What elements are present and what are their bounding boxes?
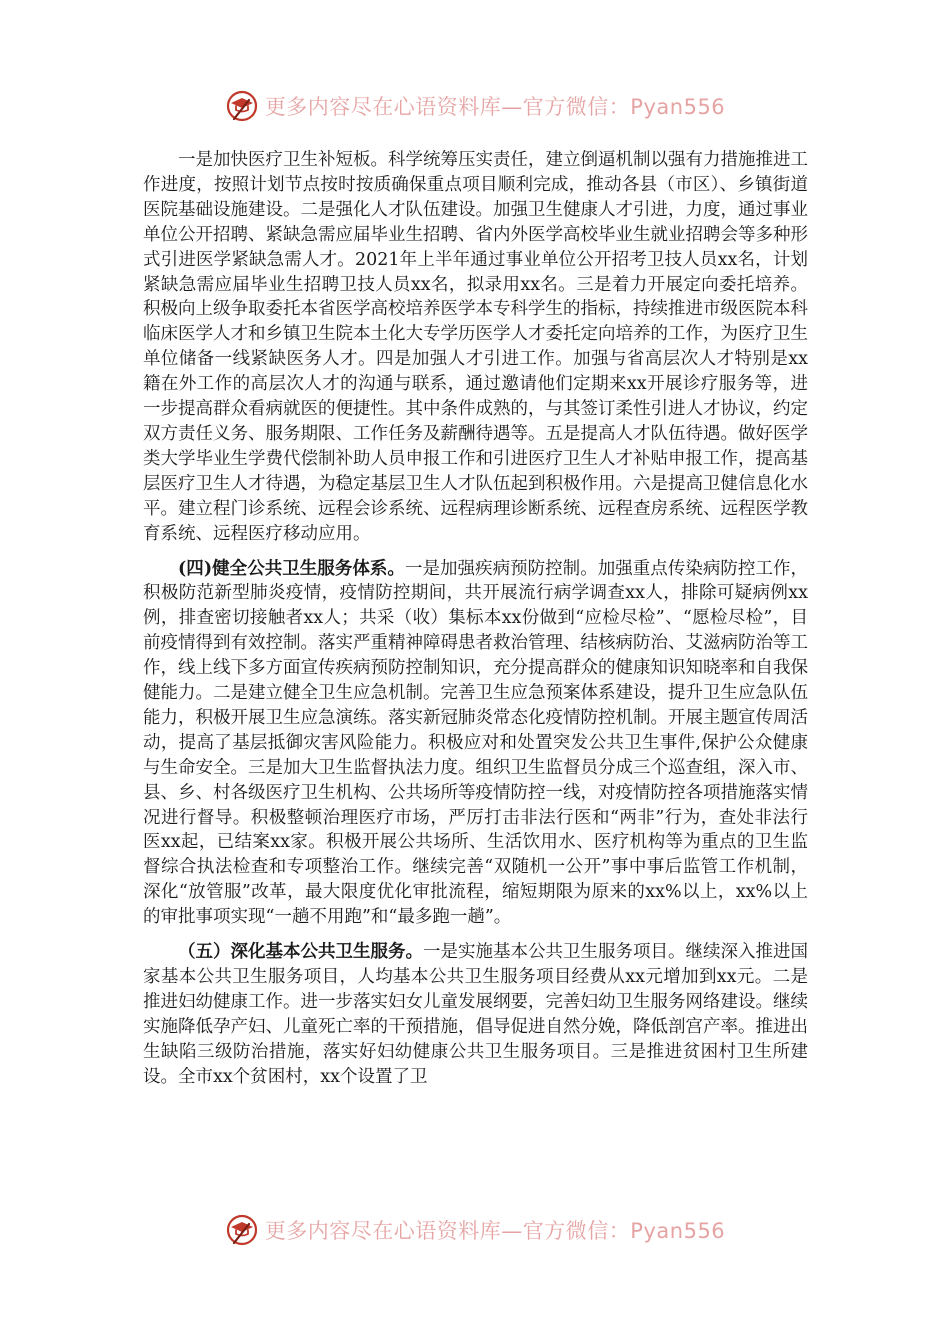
section-5-heading: （五）深化基本公共卫生服务。 — [178, 942, 423, 963]
watermark-text: 更多内容尽在心语资料库—官方微信：Pyan556 — [264, 95, 726, 119]
paragraph-2-text: 一是加强疾病预防控制。加强重点传染病防控工作，积极防范新型肺炎疫情，疫情防控期间，共开展流行病学调查xx人，排除可疑病例xx例，排查密切接触者xx人；共采（收）集标本xx份做到“应检尽检”、“愿检尽检”，目前疫情得到有效控制。落实严重精神障碍患者救治管理、结核病防治、艾滋病防治等工作，线上线下多方面宣传疾病预防控制知识，充分提高群众的健康知识知晓率和自我保健能力。二是建立健全卫生应急机制。完善卫生应急预案体系建设，提升卫生应急队伍能力，积极开展卫生应急演练。落实新冠肺炎常态化疫情防控机制。开展主题宣传周活动，提高了基层抵御灾害风险能力。积极应对和处置突发公共卫生事件,保护公众健康与生命安全。三是加大卫生监督执法力度。组织卫生监督员分成三个巡查组，深入市、县、乡、村各级医疗卫生机构、公共场所等疫情防控一线，对疫情防控各项措施落实情况进行督导。积极整顿治理医疗市场，严厉打击非法行医和“两非”行为，查处非法行医xx起，已结案xx家。积极开展公共场所、生活饮用水、医疗机构等为重点的卫生监督综合执法检查和专项整治工作。继续完善“双随机一公开”事中事后监管工作机制，深化“放管服”改革，最大限度优化审批流程，缩短期限为原来的xx%以上，xx%以上的审批事项实现“一趟不用跑”和“最多跑一趟”。 — [143, 558, 809, 928]
section-4-heading: (四)健全公共卫生服务体系。 — [178, 558, 405, 579]
document-body — [143, 148, 808, 1090]
paragraph-1 — [143, 148, 808, 547]
paragraph-3 — [143, 940, 808, 1089]
watermark-footer — [0, 1210, 950, 1250]
mortarboard-pen-icon — [225, 89, 259, 123]
watermark-text: 更多内容尽在心语资料库—官方微信：Pyan556 — [264, 1219, 726, 1243]
paragraph-3-text: 一是实施基本公共卫生服务项目。继续深入推进国家基本公共卫生服务项目，人均基本公共卫生服务项目经费从xx元增加到xx元。二是推进妇幼健康工作。进一步落实妇女儿童发展纲要，完善妇幼卫生服务网络建设。继续实施降低孕产妇、儿童死亡率的干预措施，倡导促进自然分娩，降低剖宫产率。推进出生缺陷三级防治措施，落实好妇幼健康公共卫生服务项目。三是推进贫困村卫生所建设。全市xx个贫困村，xx个设置了卫 — [143, 942, 808, 1087]
paragraph-1-text: 一是加快医疗卫生补短板。科学统筹压实责任，建立倒逼机制以强有力措施推进工作进度，按照计划节点按时按质确保重点项目顺利完成，推动各县（市区）、乡镇街道医院基础设施建设。二是强化人才队伍建设。加强卫生健康人才引进，力度，通过事业单位公开招聘、紧缺急需应届毕业生招聘、省内外医学高校毕业生就业招聘会等多种形式引进医学紧缺急需人才。2021年上半年通过事业单位公开招考卫技人员xx名，计划紧缺急需应届毕业生招聘卫技人员xx名，拟录用xx名。三是着力开展定向委托培养。积极向上级争取委托本省医学高校培养医学本专科学生的指标，持续推进市级医院本科临床医学人才和乡镇卫生院本土化大专学历医学人才委托定向培养的工作，为医疗卫生单位储备一线紧缺医务人才。四是加强人才引进工作。加强与省高层次人才特别是xx籍在外工作的高层次人才的沟通与联系，通过邀请他们定期来xx开展诊疗服务等，进一步提高群众看病就医的便捷性。其中条件成熟的，与其签订柔性引进人才协议，约定双方责任义务、服务期限、工作任务及薪酬待遇等。五是提高人才队伍待遇。做好医学类大学毕业生学费代偿制补助人员申报工作和引进医疗卫生人才补贴申报工作，提高基层医疗卫生人才待遇，为稳定基层卫生人才队伍起到积极作用。六是提高卫健信息化水平。建立程门诊系统、远程会诊系统、远程病理诊断系统、远程查房系统、远程医学教育系统、远程医疗移动应用。 — [143, 150, 808, 544]
mortarboard-pen-icon — [225, 1213, 259, 1247]
paragraph-2 — [143, 557, 808, 931]
watermark-header — [0, 86, 950, 126]
